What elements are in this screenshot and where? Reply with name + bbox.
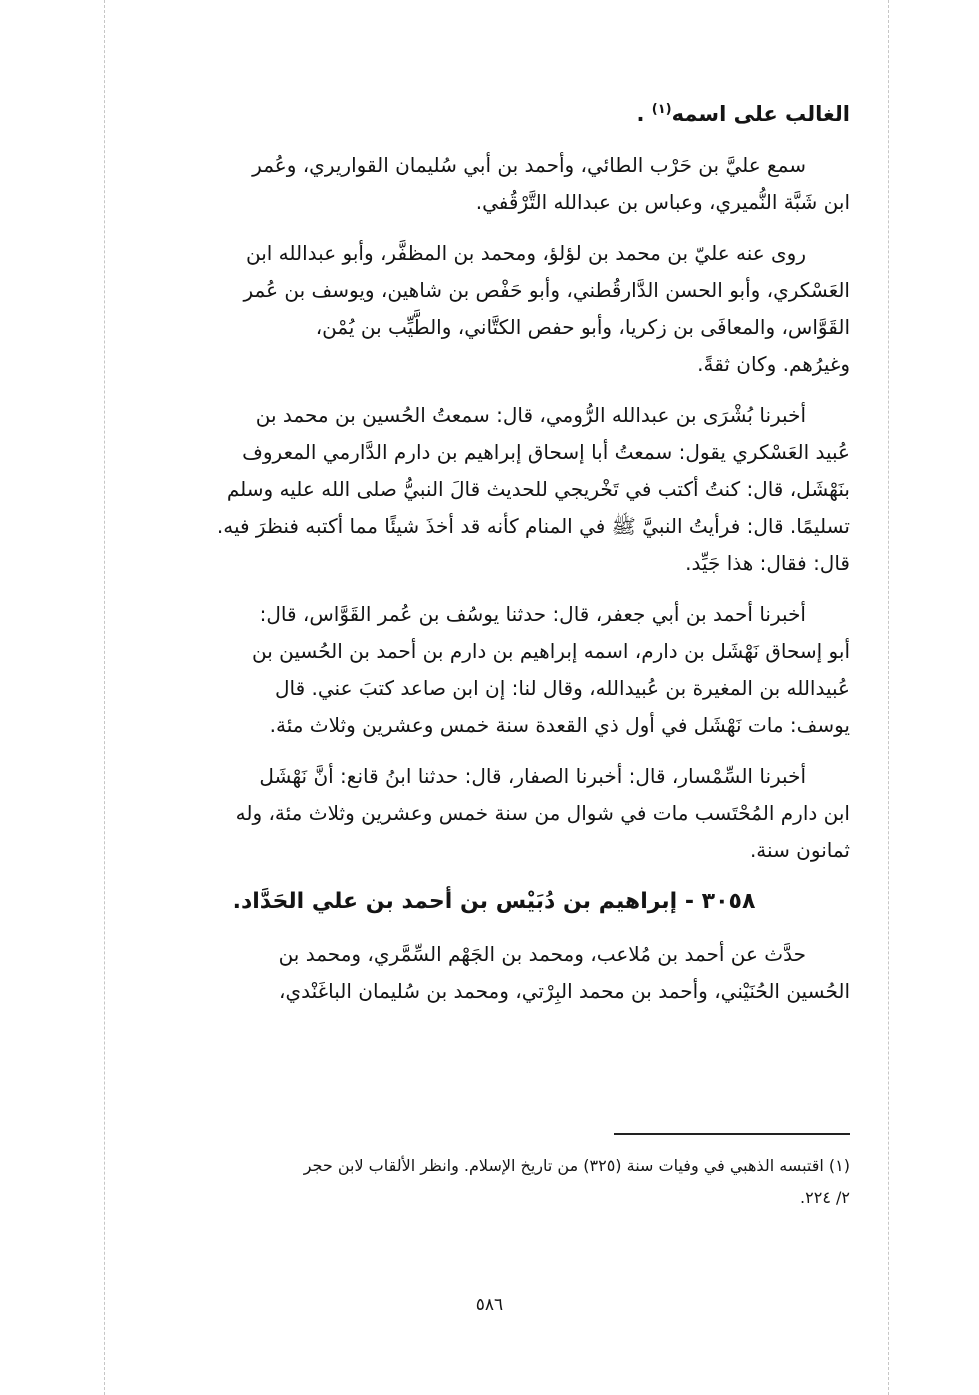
- paragraph-line: القَوَّاس، والمعافَى بن زكريا، وأبو حفص الكتَّاني، والطَّيِّب بن يُمْن،: [315, 315, 850, 339]
- paragraph-line: أخبرنا أحمد بن أبي جعفر، قال: حدثنا يوسُف بن عُمر القَوَّاس، قال:: [259, 602, 806, 626]
- footnote-reference: (١): [651, 102, 672, 117]
- paragraph-entry-narrated: [138, 936, 850, 1010]
- heading-text: الغالب على اسمه: [671, 102, 850, 126]
- paragraph-line: بنَهْشَل، قال: كنتُ أكتب في تَخْريجي للحديث قالَ النبيُّ صلى الله عليه وسلم: [226, 477, 850, 501]
- page-edge-left: [104, 0, 105, 1395]
- footnote-line: (١) اقتبسه الذهبي في وفيات سنة (٣٢٥) من تاريخ الإسلام. وانظر الألقاب لابن حجر: [303, 1156, 850, 1175]
- paragraph-line: ثمانون سنة.: [749, 838, 850, 862]
- paragraph-line: سمع عليَّ بن حَرْب الطائي، وأحمد بن أبي سُليمان القواريري، وعُمر: [252, 153, 806, 177]
- paragraph-line: عُبيد العَسْكري يقول: سمعتُ أبا إسحاق إبراهيم بن دارم الدَّارمي المعروف: [242, 440, 850, 464]
- paragraph-line: أخبرنا بُشْرَى بن عبدالله الرُّومي، قال: سمعتُ الحُسين بن محمد بن: [255, 403, 806, 427]
- main-text: [138, 96, 850, 1024]
- page-edge-right: [888, 0, 889, 1395]
- footnote: [138, 1150, 850, 1214]
- page-number: ٥٨٦: [475, 1295, 504, 1315]
- paragraph-line: ابن دارم المُحْتَسب مات في شوال من سنة خمس وعشرين وثلاث مئة، وله: [235, 801, 850, 825]
- paragraph-line: عُبيدالله بن المغيرة بن عُبيدالله، وقال لنا: إن ابن صاعد كتبَ عني. قال: [274, 676, 850, 700]
- paragraph-line: روى عنه عليّ بن محمد بن لؤلؤ، ومحمد بن المظفَّر، وأبو عبدالله ابن: [245, 241, 806, 265]
- paragraph-line: قال: فقال: هذا جَيِّد.: [685, 551, 850, 575]
- footnote-line: ٢/ ٢٢٤.: [800, 1188, 850, 1207]
- footnote-divider: [614, 1133, 850, 1135]
- paragraph-lineage: [138, 596, 850, 744]
- paragraph-line: العَسْكري، وأبو الحسن الدَّارقُطني، وأبو حَفْص بن شاهين، ويوسف بن عُمر: [243, 278, 850, 302]
- paragraph-line: أخبرنا السِّمْسار، قال: أخبرنا الصفار، قال: حدثنا ابنُ قانع: أنَّ نَهْشَل: [259, 764, 806, 788]
- paragraph-dream-report: [138, 397, 850, 582]
- paragraph-line: الحُسين الحُنَيْني، وأحمد بن محمد البِرْتي، ومحمد بن سُليمان الباغَنْدي،: [279, 979, 850, 1003]
- paragraph-line: حدَّث عن أحمد بن مُلاعب، ومحمد بن الجَهْم السِّمَّري، ومحمد بن: [278, 942, 806, 966]
- heading-trailing: .: [636, 102, 652, 126]
- entry-title: ٣٠٥٨ - إبراهيم بن دُبَيْس بن أحمد بن علي الحَدَّاد.: [232, 889, 756, 914]
- paragraph-line: وغيرُهم. وكان ثقةً.: [697, 352, 850, 376]
- paragraph-death-date: [138, 758, 850, 869]
- continuation-heading: [138, 96, 850, 133]
- paragraph-line: تسليمًا. قال: فرأيتُ النبيَّ ﷺ في المنام كأنه قد أخذَ شيئًا مما أكتبه فنظرَ فيه.: [216, 514, 850, 538]
- paragraph-heard-from: [138, 147, 850, 221]
- paragraph-line: ابن شَبَّة النُّميري، وعباس بن عبدالله التَّرْقُفي.: [475, 190, 850, 214]
- paragraph-narrated-by: [138, 235, 850, 383]
- paragraph-line: أبو إسحاق نَهْشَل بن دارم، اسمه إبراهيم بن دارم بن أحمد بن الحُسين بن: [252, 639, 850, 663]
- paragraph-line: يوسف: مات نَهْشَل في أول ذي القعدة سنة خمس وعشرين وثلاث مئة.: [269, 713, 850, 737]
